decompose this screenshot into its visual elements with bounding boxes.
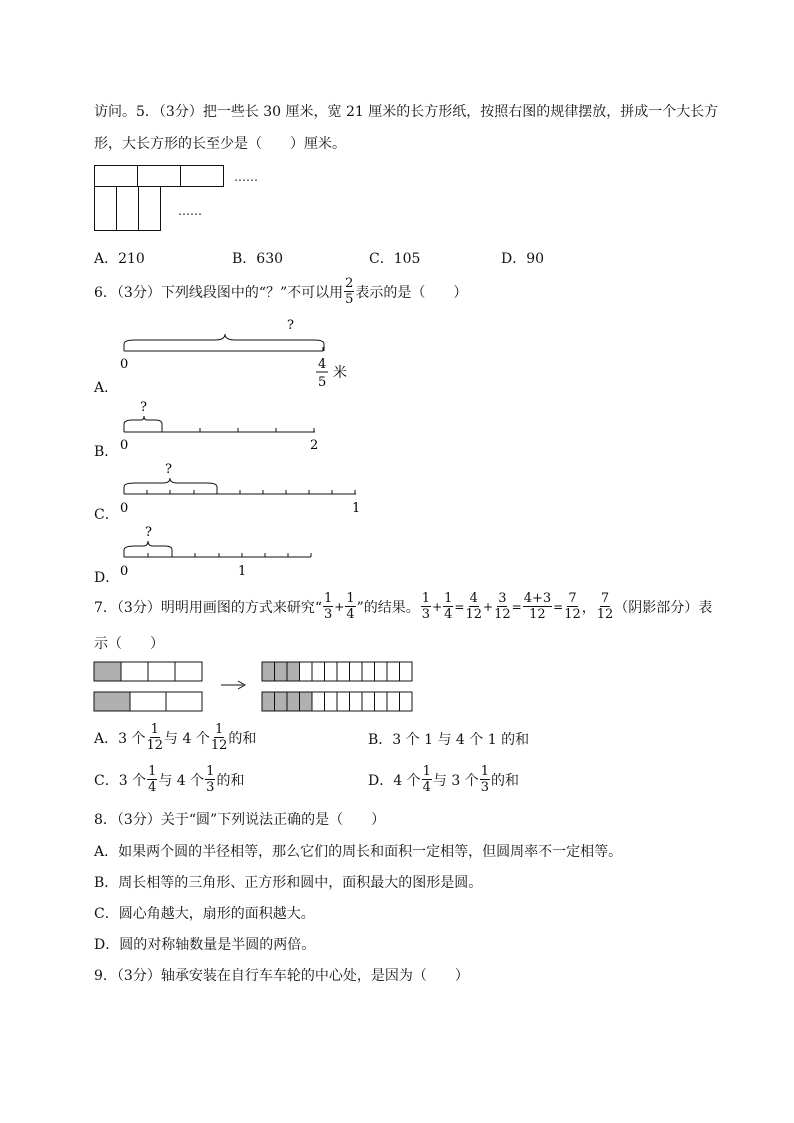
q9-stem: 9．（3分）轴承安装在自行车车轮的中心处，是因为（ ） [94,968,469,984]
q5-option-d: D．90 [501,251,545,267]
one-label: 1 [238,564,247,577]
fraction-1-12: $\frac{1}{12}$ [146,722,164,753]
q7-option-c: C．3 个 $\frac{1}{4}$ 与 4 个 $\frac{1}{3}$ 的和 [94,764,245,795]
fraction-1-4: $\frac{1}{4}$ [422,764,431,795]
fraction-1-3: $\frac{1}{3}$ [323,591,333,622]
q5-option-a: A．210 [94,251,145,267]
q6-stem-after: 表示的是（ ） [355,284,468,301]
question-mark: ? [165,462,172,477]
question-mark: ? [145,525,152,540]
fraction-4plus3-12: $\frac{4+3}{12}$ [523,591,552,622]
q6-option-b-label: B． [94,444,119,460]
third-bar [94,692,202,711]
q5-option-b: B．630 [232,251,284,267]
q8-option-b: B．周长相等的三角形、正方形和圆中，面积最大的图形是圆。 [94,875,483,891]
q8-option-c: C．圆心角越大，扇形的面积越大。 [94,906,315,922]
question-mark: ? [140,400,147,415]
equals-sign: = [454,599,465,614]
q6-option-d-label: D． [94,570,120,586]
end-denominator: 5 [318,375,327,390]
end-label: 2 [310,438,319,451]
question-mark: ? [287,318,294,333]
zero-label: 0 [120,501,129,514]
q7-stem-text: 7．（3分）明明用画图的方式来研究“ [94,599,322,616]
end-numerator: 4 [318,357,327,372]
q6-option-c-diagram [115,458,375,514]
q5-dots-top: …… [234,170,258,184]
q5-dots-bottom: …… [178,204,202,218]
q6-option-b-diagram [115,396,335,451]
equals-sign: = [553,599,564,614]
vertical-rect [116,186,139,231]
q7-stem-mid: ”的结果。 [356,599,420,616]
brace [124,334,324,351]
q6-stem [94,277,467,306]
zero-label: 0 [120,438,129,451]
horizontal-rect [180,165,224,187]
vertical-rect [94,186,117,231]
horizontal-rect [137,165,181,187]
q6-option-c-label: C． [94,507,119,523]
comma: ， [581,599,596,616]
fraction-3-12: $\frac{3}{12}$ [494,591,511,622]
fraction-1-4: $\frac{1}{4}$ [444,591,453,622]
fraction-1-3: $\frac{1}{3}$ [206,764,215,795]
q8-stem: 8．（3分）关于“圆”下列说法正确的是（ ） [94,812,386,828]
end-label: 1 [352,501,361,514]
zero-label: 0 [120,357,129,372]
q6-stem-before: 6．（3分）下列线段图中的“？”不可以用 [94,284,344,301]
q6-stem-fraction: $\frac{2}{5}$ [345,276,354,307]
quarter-bar [94,662,202,681]
q6-option-d-diagram [115,521,325,577]
q5-stem-line2: 形，大长方形的长至少是（ ）厘米。 [94,136,346,152]
q7-stem-line2: 示（ ） [94,636,164,652]
vertical-rect [138,186,161,231]
q5-stem-line1: 访问。5．（3分）把一些长 30 厘米，宽 21 厘米的长方形纸，按照右图的规律摆放，拼成一个大长方 [94,104,719,120]
horizontal-rect [94,165,138,187]
twelfth-bar-top [262,662,412,681]
zero-label: 0 [120,564,129,577]
q7-option-a: A．3 个 $\frac{1}{12}$ 与 4 个 $\frac{1}{12}$ 的和 [94,722,257,753]
brace [124,416,162,432]
q7-figure [93,660,423,714]
fraction-1-12: $\frac{1}{12}$ [210,722,228,753]
plus-sign: + [432,599,443,614]
q7-option-b: B．3 个 1 与 4 个 1 的和 [368,732,530,748]
q5-option-c: C．105 [369,251,421,267]
plus-sign: + [334,599,345,614]
plus-sign: + [483,599,494,614]
fraction-1-4: $\frac{1}{4}$ [346,591,355,622]
q8-option-d: D．圆的对称轴数量是半圆的两倍。 [94,937,316,953]
fraction-1-4: $\frac{1}{4}$ [148,764,157,795]
q7-option-d: D．4 个 $\frac{1}{4}$ 与 3 个 $\frac{1}{3}$ 的和 [368,764,519,795]
twelfth-bar-bottom [262,692,412,711]
q8-option-a: A．如果两个圆的半径相等，那么它们的周长和面积一定相等，但圆周率不一定相等。 [94,844,623,860]
fraction-4-12: $\frac{4}{12}$ [465,591,483,622]
q7-stem-tail: （阴影部分）表 [614,599,713,616]
q6-option-a-diagram [115,314,365,394]
q7-stem [94,592,712,621]
fraction-1-3: $\frac{1}{3}$ [421,591,431,622]
fraction-7-12: $\frac{7}{12}$ [596,591,614,622]
unit-label: 米 [333,365,347,381]
fraction-1-3: $\frac{1}{3}$ [480,764,489,795]
fraction-7-12: $\frac{7}{12}$ [564,591,581,622]
q6-option-a-label: A． [94,380,119,396]
equals-sign: = [511,599,522,614]
